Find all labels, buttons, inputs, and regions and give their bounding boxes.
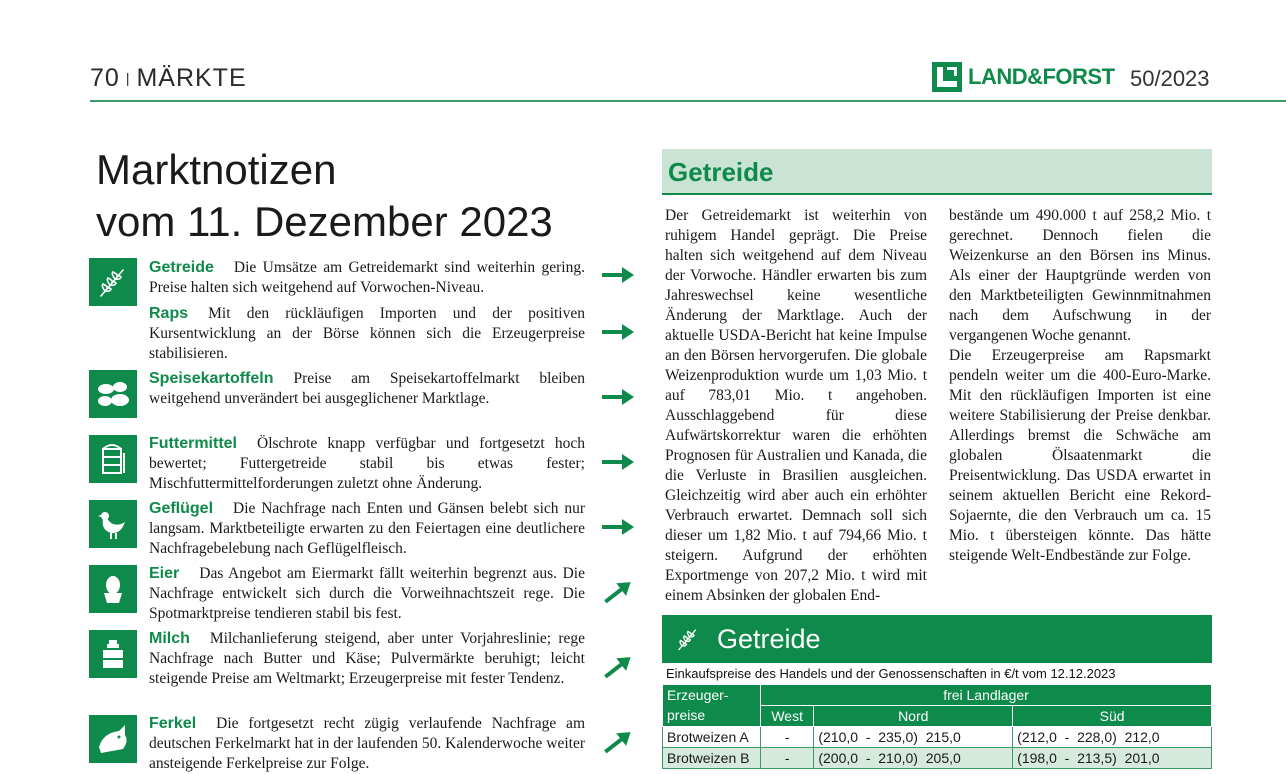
market-text: Milchanlieferung steigend, aber unter Vorjahreslinie; rege Nachfrage nach Butter und Käse; Pulvermärkte beruhigt; leicht steigende Preise am Weltmarkt; Erzeugerpreise mit fester Tendenz.	[149, 630, 585, 687]
header-divider	[90, 100, 1286, 102]
logo-text: LAND&FORST	[968, 64, 1115, 89]
market-item-milch	[149, 629, 585, 689]
market-item-gefluegel	[149, 499, 585, 559]
article-paragraph: Die Erzeugerpreise am Rapsmarkt pendeln weiter um die 400-Euro-Marke. Mit den rückläufigen Importen ist eine weitere Stabilisierung der Preise denkbar. Allerdings bremst die Schwäche am globalen Ölsaatenmarkt die Preisentwicklung. Das USDA erwartet in seinem aktuellen Bericht eine Rekord-Sojaernte, die den Verbrauch um ca. 15 Mio. t übersteigen könnte. Das hätte steigende Welt-Endbestände zur Folge.	[949, 347, 1211, 564]
price-table-caption: Einkaufspreise des Handels und der Genossenschaften in €/t vom 12.12.2023	[666, 666, 1116, 681]
market-item-raps	[149, 304, 585, 364]
product-cell: Brotweizen B	[663, 748, 761, 769]
trend-right-arrow-icon	[600, 322, 636, 342]
market-name: Futtermittel	[149, 435, 237, 452]
article-column-1	[665, 206, 927, 606]
market-item-ferkel	[149, 714, 585, 774]
column-header-west: West	[761, 706, 814, 727]
feed-silo-icon	[89, 435, 137, 483]
column-header-group: frei Landlager	[761, 685, 1212, 706]
title-line-1: Marktnotizen	[96, 146, 337, 193]
logo-mark-icon	[932, 62, 962, 92]
article-heading: Getreide	[668, 157, 774, 187]
market-text: Preise am Speisekartoffelmarkt bleiben weitgehend unverändert bei ausgeglichener Marktlage.	[149, 370, 585, 407]
product-cell: Brotweizen A	[663, 727, 761, 748]
wheat-icon	[670, 621, 706, 657]
market-text: Ölschrote knapp verfügbar und fortgesetzt hoch bewertet; Futtergetreide stabil bis etwas fester; Mischfuttermittelforderungen zuletzt ohne Änderung.	[149, 435, 585, 492]
market-text: Die Nachfrage nach Enten und Gänsen belebt sich nur langsam. Marktbeteiligte erwarten zu den Feiertagen eine deutlichere Nachfragebelebung nach Geflügelfleisch.	[149, 500, 585, 557]
section-name: MÄRKTE	[136, 64, 247, 92]
article-paragraph: Der Getreidemarkt ist weiterhin von ruhigem Handel geprägt. Die Preise halten sich weitgehend auf dem Niveau der Vorwoche. Händler erwarten bis zum Jahreswechsel keine wesentliche Änderung der Marktlage. Auch der aktuelle USDA-Bericht hat keine Impulse an den Börsen hervorgerufen. Die globale Weizenproduktion wurde um 1,03 Mio. t auf 783,01 Mio. t angehoben. Ausschlaggebend für diese Aufwärtskorrektur waren die erhöhten Prognosen für Australien und Kanada, die die Verluste in Brasilien ausgleichen. Gleichzeitig wird aber auch ein erhöhter Verbrauch erwartet. Demnach soll sich dieser um 1,82 Mio. t auf 794,66 Mio. t steigern. Aufgrund der erhöhten Exportmenge von 207,2 Mio. t wird mit einem Absinken der globalen End-	[665, 207, 927, 604]
market-name: Ferkel	[149, 715, 197, 732]
table-row	[663, 748, 1212, 769]
market-text: Mit den rückläufigen Importen und der positiven Kursentwicklung an der Börse können sich die Erzeugerpreise stabilisieren.	[149, 305, 585, 362]
article-paragraph: bestände um 490.000 t auf 258,2 Mio. t gerechnet. Dennoch fielen die Weizenkurse an den Börsen ins Minus. Als einer der Hauptgründe werden von den Marktbeteiligten Gewinnmitnahmen nach dem Aufschwung in der vergangenen Woche genannt.	[949, 207, 1211, 344]
west-cell: -	[761, 727, 814, 748]
market-item-getreide	[149, 258, 585, 298]
nord-cell: (210,0 - 235,0) 215,0	[814, 727, 1013, 748]
sued-cell: (212,0 - 228,0) 212,0	[1013, 727, 1212, 748]
page-header	[90, 64, 247, 93]
article-heading-box	[662, 149, 1212, 195]
egg-icon	[89, 565, 137, 613]
market-item-futtermittel	[149, 434, 585, 494]
page-number: 70	[90, 64, 120, 92]
chicken-icon	[89, 500, 137, 548]
article-column-2	[949, 206, 1211, 566]
market-name: Eier	[149, 565, 180, 582]
market-name: Milch	[149, 630, 190, 647]
market-text: Die fortgesetzt recht zügig verlaufende Nachfrage am deutschen Ferkelmarkt hat in der laufenden 50. Kalenderwoche weiter ansteigende Ferkelpreise zur Folge.	[149, 715, 585, 772]
page-title	[96, 144, 553, 248]
trend-up-arrow-icon	[600, 732, 636, 752]
market-name: Getreide	[149, 259, 214, 276]
trend-right-arrow-icon	[600, 452, 636, 472]
issue-number: 50/2023	[1130, 66, 1210, 91]
column-header-producer: Erzeuger- preise	[663, 685, 761, 727]
column-header-sued: Süd	[1013, 706, 1212, 727]
milk-can-icon	[89, 630, 137, 678]
market-text: Das Angebot am Eiermarkt fällt weiterhin begrenzt aus. Die Nachfrage entwickelt sich durch die Vorweihnachtszeit rege. Die Spotmarktpreise tendieren stabil bis fest.	[149, 565, 585, 622]
land-forst-logo	[932, 62, 1115, 92]
table-row	[663, 727, 1212, 748]
market-name: Speisekartoffeln	[149, 370, 274, 387]
market-name: Raps	[149, 305, 189, 322]
market-name: Geflügel	[149, 500, 214, 517]
market-item-eier	[149, 564, 585, 624]
wheat-icon	[89, 258, 137, 306]
trend-right-arrow-icon	[600, 387, 636, 407]
price-table	[662, 684, 1212, 769]
trend-up-arrow-icon	[600, 657, 636, 677]
title-line-2: vom 11. Dezember 2023	[96, 198, 553, 245]
column-header-nord: Nord	[814, 706, 1013, 727]
price-table-title: Getreide	[717, 624, 821, 654]
trend-right-arrow-icon	[600, 265, 636, 285]
price-table-header	[662, 615, 1212, 663]
potato-icon	[89, 370, 137, 418]
sued-cell: (198,0 - 213,5) 201,0	[1013, 748, 1212, 769]
piglet-icon	[89, 715, 137, 763]
west-cell: -	[761, 748, 814, 769]
nord-cell: (200,0 - 210,0) 205,0	[814, 748, 1013, 769]
header-separator: |	[125, 70, 131, 86]
market-text: Die Umsätze am Getreidemarkt sind weiterhin gering. Preise halten sich weitgehend auf Vorwochen-Niveau.	[149, 259, 585, 296]
trend-right-arrow-icon	[600, 517, 636, 537]
market-item-speisekartoffeln	[149, 369, 585, 409]
trend-up-arrow-icon	[600, 582, 636, 602]
